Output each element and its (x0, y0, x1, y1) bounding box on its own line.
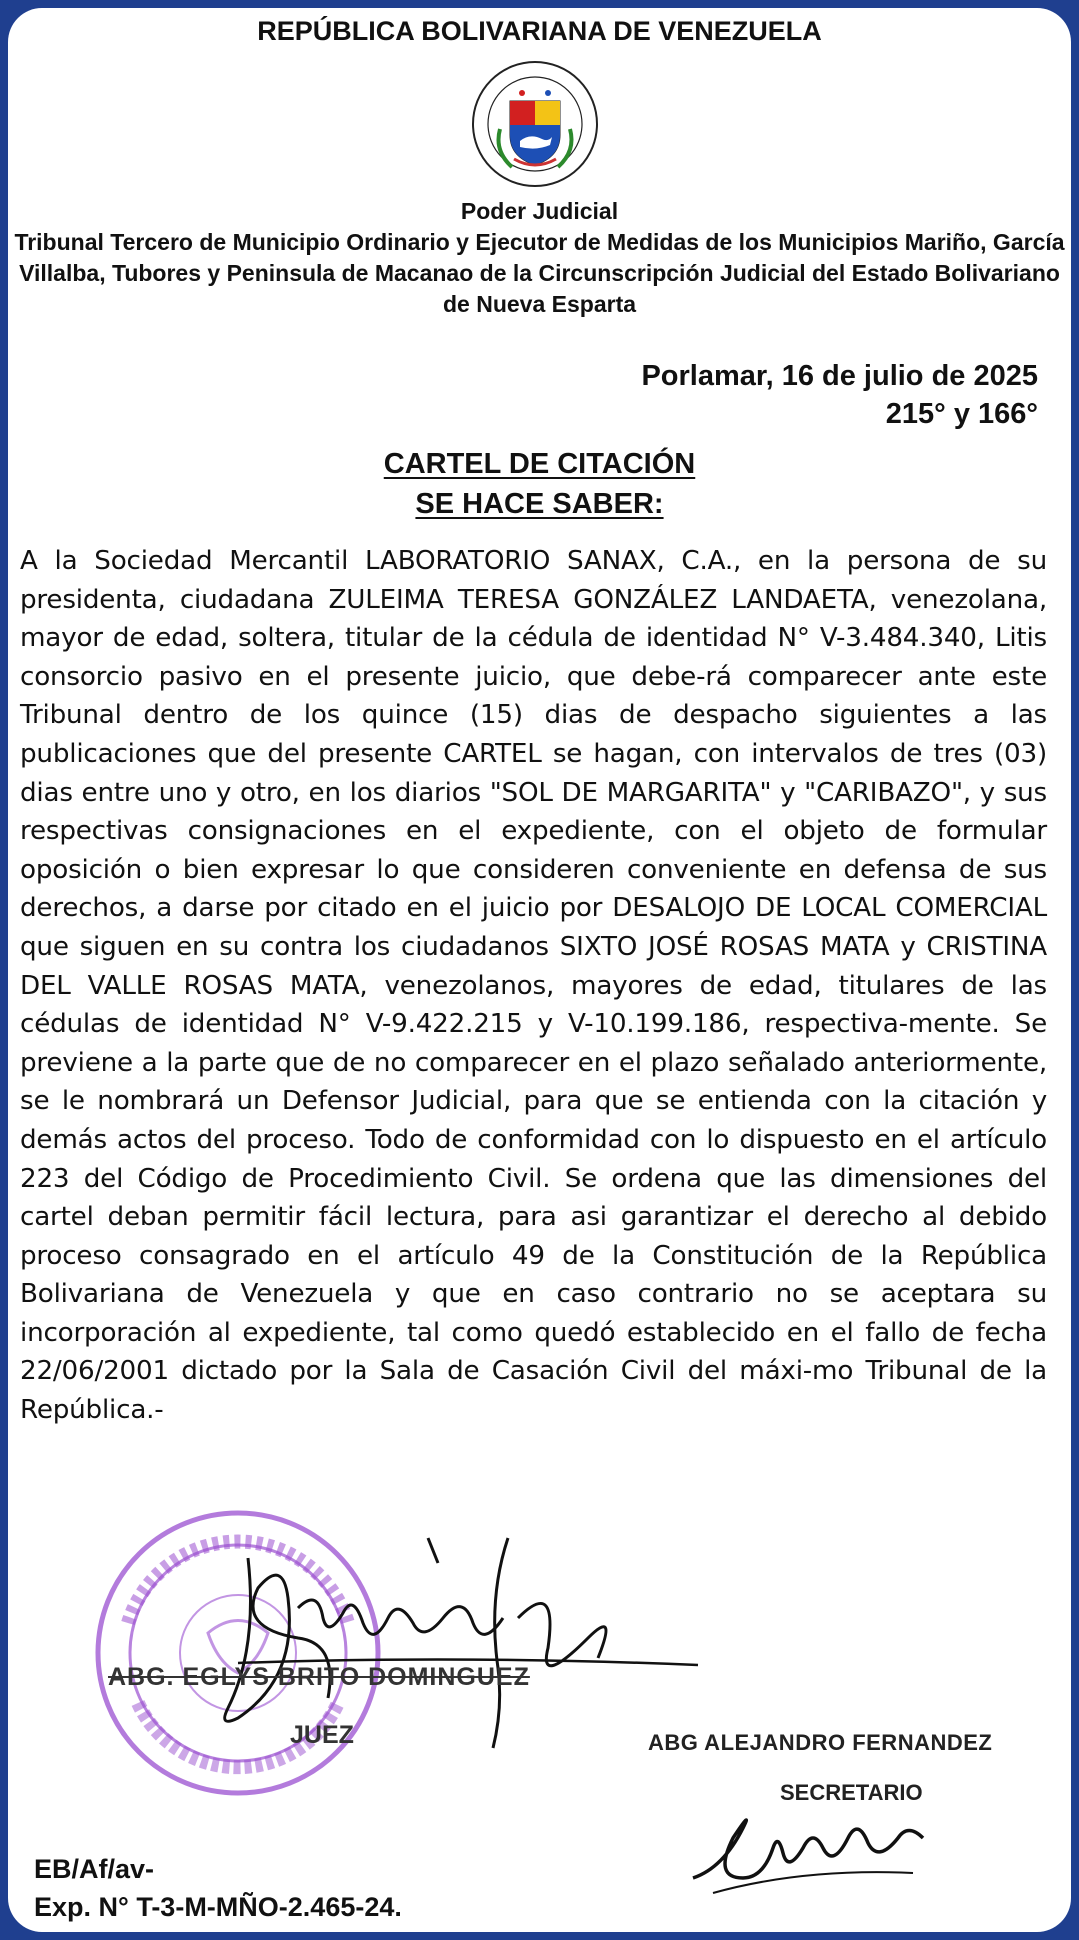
title-line-2: SE HACE SABER: (415, 488, 664, 520)
footer-initials: EB/Af/av- (34, 1854, 155, 1884)
title-line-1: CARTEL DE CITACIÓN (383, 448, 696, 480)
judge-title: JUEZ (290, 1721, 354, 1749)
judge-name: ABG. EGLYS BRITO DOMINGUEZ (108, 1663, 530, 1691)
years-text: 215° y 166° (885, 398, 1038, 430)
notice-page (8, 8, 1071, 1932)
secretary-title: SECRETARIO (780, 1780, 923, 1805)
country-heading: REPÚBLICA BOLIVARIANA DE VENEZUELA (257, 16, 822, 46)
file-footer (34, 1850, 402, 1926)
court-line-1: Tribunal Tercero de Municipio Ordinario y Ejecutor de Medidas de los Municipios Mariño, García (14, 229, 1065, 255)
dateline (641, 357, 1038, 433)
judicial-branch: Poder Judicial (460, 198, 619, 224)
notice-title (8, 444, 1071, 524)
date-text: Porlamar, 16 de julio de 2025 (641, 360, 1038, 392)
secretary-name: ABG ALEJANDRO FERNANDEZ (648, 1730, 993, 1755)
court-line-3: de Nueva Esparta (442, 291, 637, 317)
court-header (8, 196, 1071, 320)
judge-signature-icon (178, 1498, 738, 1768)
secretary-signature-icon (683, 1798, 973, 1908)
notice-body: A la Sociedad Mercantil LABORATORIO SANAX, C.A., en la persona de su presidenta, ciudadana ZULEIMA TERESA GONZÁLEZ LANDAETA, venezolana, mayor de edad, soltera, titular de la cédula de identidad N° V-3.484.340, Litis consorcio pasivo en el presente juicio, que debe-rá comparecer ante este Tribunal dentro de los quince (15) dias de despacho siguientes a las publicaciones que del presente CARTEL se hagan, con intervalos de tres (03) dias entre uno y otro, en los diarios "SOL DE MARGARITA" y "CARIBAZO", y sus respectivas consignaciones en el expediente, con el objeto de formular oposición o bien expresar lo que consideren conveniente en defensa de sus derechos, a darse por citado en el juicio por DESALOJO DE LOCAL COMERCIAL que siguen en su contra los ciudadanos SIXTO JOSÉ ROSAS MATA y CRISTINA DEL VALLE ROSAS MATA, venezolanos, mayores de edad, titulares de las cédulas de identidad N° V-9.422.215 y V-10.199.186, respectiva-mente. Se previene a la parte que de no comparecer en el plazo señalado anteriormente, se le nombrará un Defensor Judicial, para que se entienda con la citación y demás actos del proceso. Todo de conformidad con lo dispuesto en el artículo 223 del Código de Procedimiento Civil. Se ordena que las dimensiones del cartel deban permitir fácil lectura, para asi garantizar el derecho al debido proceso consagrado en el artículo 49 de la Constitución de la República Bolivariana de Venezuela y que en caso contrario no se aceptara su incorporación al expediente, tal como quedó establecido en el fallo de fecha 22/06/2001 dictado por la Sala de Casación Civil del máxi-mo Tribunal de la República.- (20, 546, 1047, 1426)
judicial-seal-icon (470, 59, 600, 189)
court-line-2: Villalba, Tubores y Peninsula de Macanao de la Circunscripción Judicial del Estado Bolivariano (19, 260, 1060, 286)
file-number: Exp. N° T-3-M-MÑO-2.465-24. (34, 1892, 402, 1922)
